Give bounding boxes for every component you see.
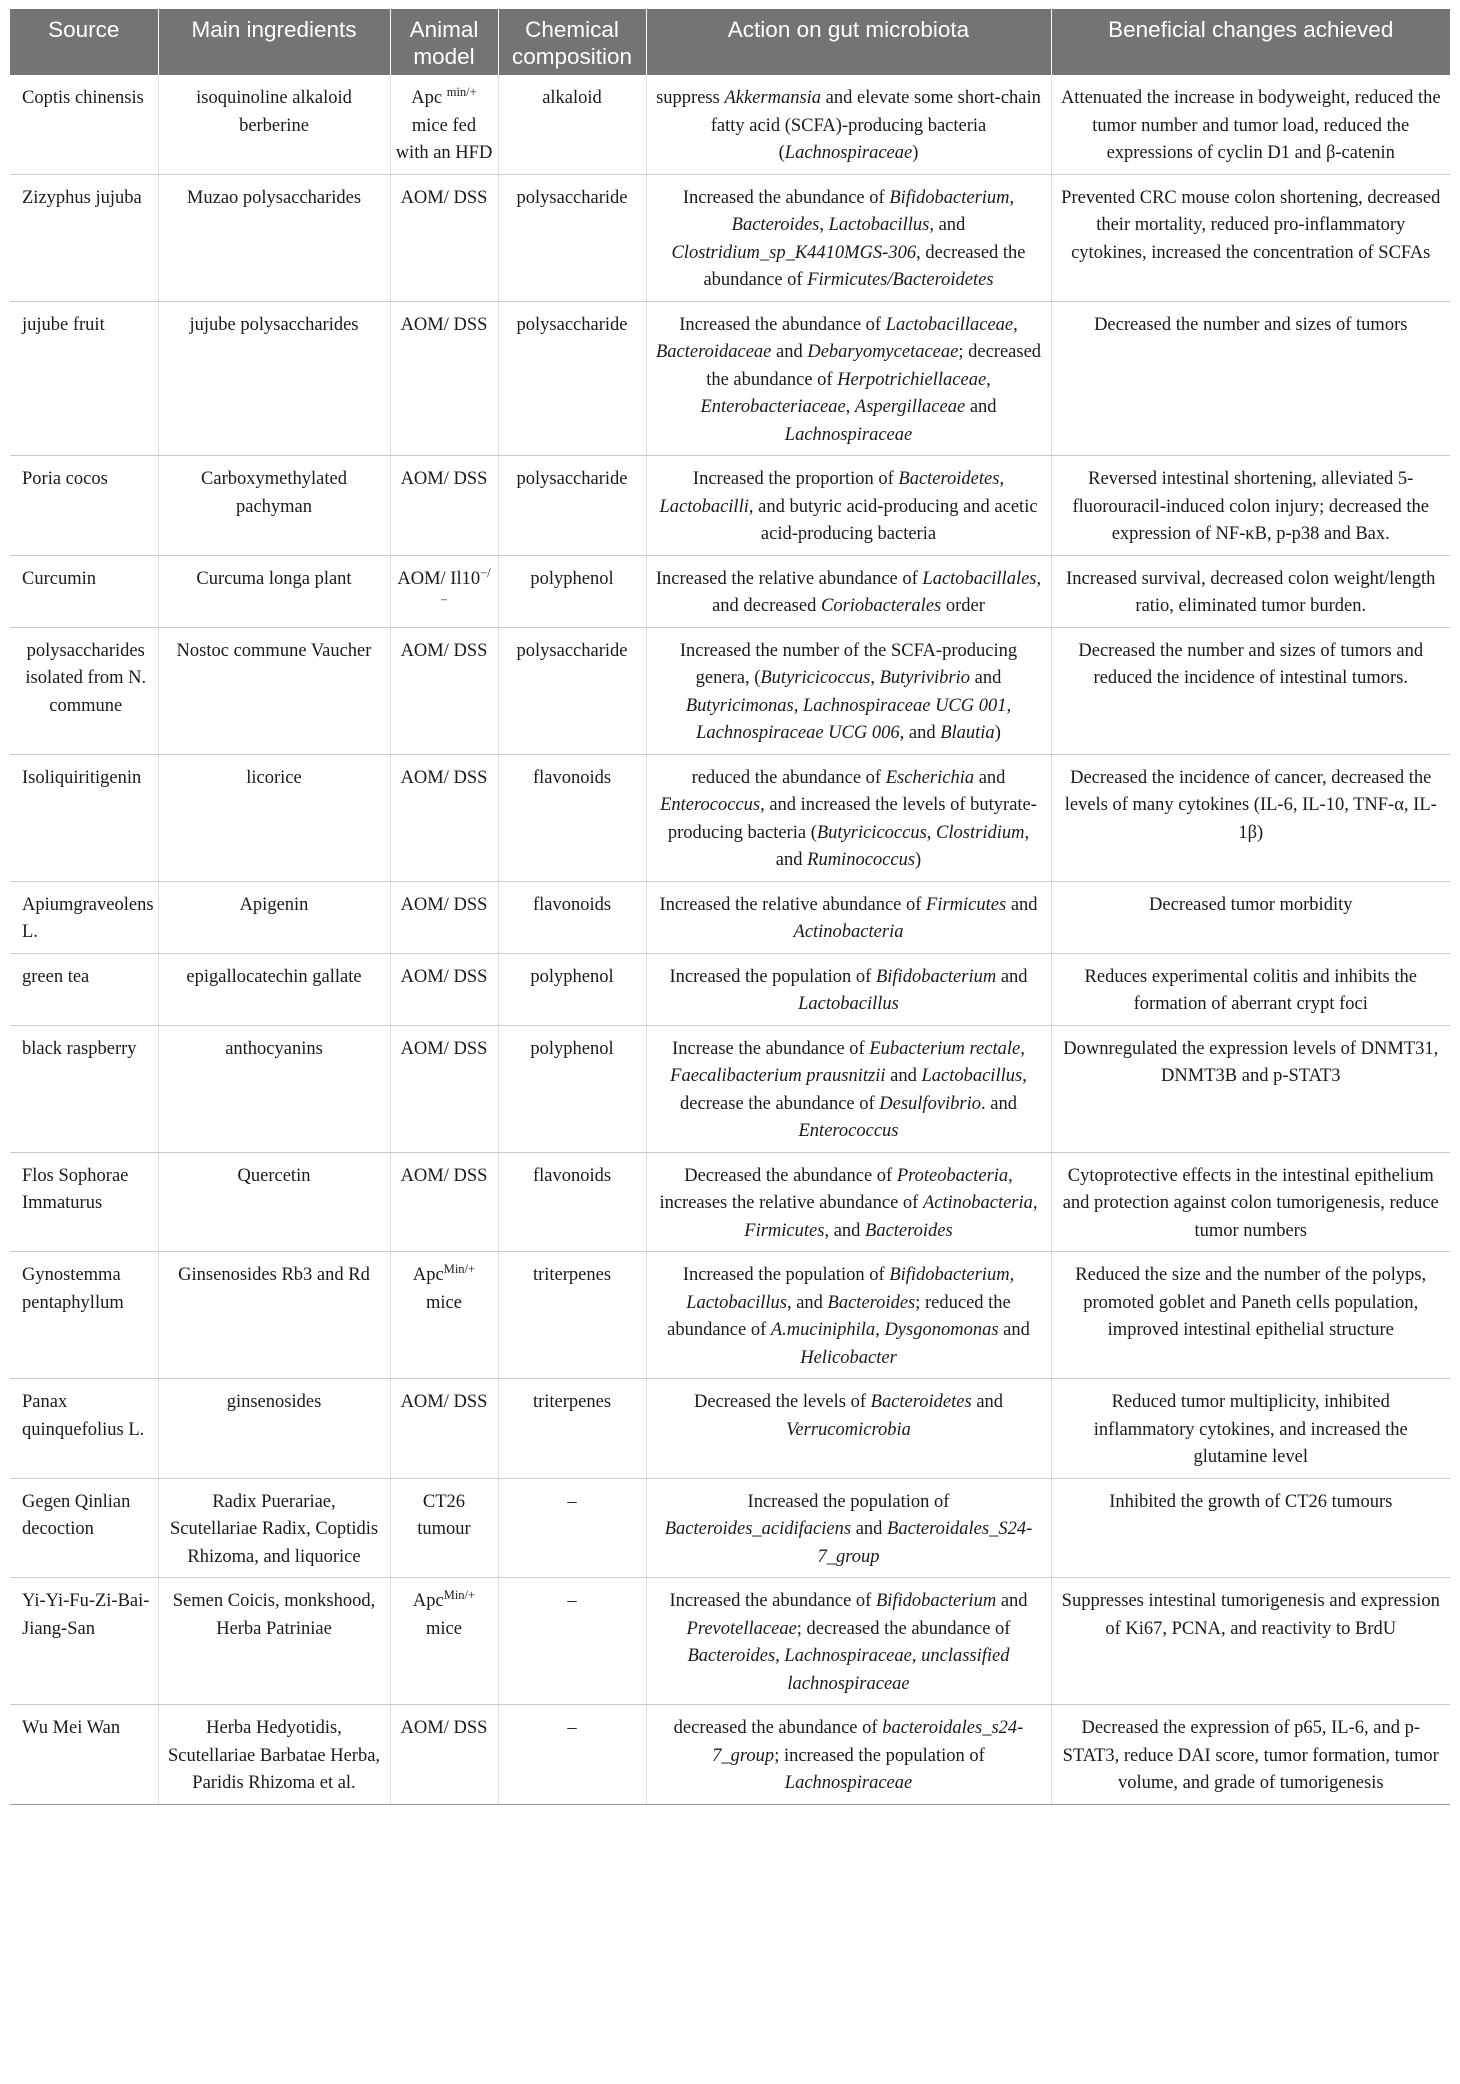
cell-action: Increased the relative abundance of Lactobacillales, and decreased Coriobacterales order	[646, 555, 1051, 627]
cell-model: AOM/ DSS	[390, 881, 498, 953]
microbiota-table	[10, 9, 1450, 1805]
cell-source: Apiumgraveolens L.	[10, 881, 158, 953]
cell-model: AOM/ DSS	[390, 1705, 498, 1805]
cell-ingredients: Nostoc commune Vaucher	[158, 627, 390, 754]
cell-ingredients: Muzao polysaccharides	[158, 174, 390, 301]
cell-model: AOM/ DSS	[390, 174, 498, 301]
cell-action: Increased the abundance of Bifidobacterium, Bacteroides, Lactobacillus, and Clostridium_sp_K4410MGS-306, decreased the abundance of Firmicutes/Bacteroidetes	[646, 174, 1051, 301]
cell-changes: Decreased the number and sizes of tumors and reduced the incidence of intestinal tumors.	[1051, 627, 1450, 754]
cell-composition: –	[498, 1478, 646, 1578]
cell-source: black raspberry	[10, 1025, 158, 1152]
cell-action: Increased the abundance of Bifidobacterium and Prevotellaceae; decreased the abundance of Bacteroides, Lachnospiraceae, unclassified lachnospiraceae	[646, 1578, 1051, 1705]
table-row	[10, 75, 1450, 174]
table-row	[10, 754, 1450, 881]
cell-ingredients: Apigenin	[158, 881, 390, 953]
cell-action: Decreased the abundance of Proteobacteria, increases the relative abundance of Actinobacteria, Firmicutes, and Bacteroides	[646, 1152, 1051, 1252]
cell-action: Increased the number of the SCFA-producing genera, (Butyricicoccus, Butyrivibrio and Butyricimonas, Lachnospiraceae UCG 001, Lachnospiraceae UCG 006, and Blautia)	[646, 627, 1051, 754]
table-row	[10, 627, 1450, 754]
cell-action: Increased the population of Bacteroides_acidifaciens and Bacteroidales_S24-7_group	[646, 1478, 1051, 1578]
table-row	[10, 174, 1450, 301]
cell-model: Apc $^{min/+}$ mice fed with an HFD	[390, 75, 498, 174]
table-row	[10, 555, 1450, 627]
cell-changes: Decreased the number and sizes of tumors	[1051, 301, 1450, 456]
cell-source: Coptis chinensis	[10, 75, 158, 174]
cell-changes: Reduces experimental colitis and inhibits the formation of aberrant crypt foci	[1051, 953, 1450, 1025]
cell-source: Yi-Yi-Fu-Zi-Bai-Jiang-San	[10, 1578, 158, 1705]
cell-ingredients: epigallocatechin gallate	[158, 953, 390, 1025]
cell-changes: Decreased the expression of p65, IL-6, and p-STAT3, reduce DAI score, tumor formation, tumor volume, and grade of tumorigenesis	[1051, 1705, 1450, 1805]
table-row	[10, 1252, 1450, 1379]
cell-action: Increase the abundance of Eubacterium rectale, Faecalibacterium prausnitzii and Lactobacillus, decrease the abundance of Desulfovibrio. and Enterococcus	[646, 1025, 1051, 1152]
cell-source: green tea	[10, 953, 158, 1025]
cell-ingredients: licorice	[158, 754, 390, 881]
cell-changes: Reduced tumor multiplicity, inhibited inflammatory cytokines, and increased the glutamine level	[1051, 1379, 1450, 1479]
cell-action: Increased the proportion of Bacteroidetes, Lactobacilli, and butyric acid-producing and acetic acid-producing bacteria	[646, 456, 1051, 556]
cell-source: Wu Mei Wan	[10, 1705, 158, 1805]
cell-source: Curcumin	[10, 555, 158, 627]
table-row	[10, 1578, 1450, 1705]
cell-model: AOM/ DSS	[390, 1025, 498, 1152]
table-row	[10, 1705, 1450, 1805]
cell-ingredients: anthocyanins	[158, 1025, 390, 1152]
cell-composition: –	[498, 1705, 646, 1805]
cell-ingredients: Radix Puerariae, Scutellariae Radix, Coptidis Rhizoma, and liquorice	[158, 1478, 390, 1578]
header-action-on-gut-microbiota: Action on gut microbiota	[646, 9, 1051, 75]
cell-composition: triterpenes	[498, 1379, 646, 1479]
header-source: Source	[10, 9, 158, 75]
cell-source: Gegen Qinlian decoction	[10, 1478, 158, 1578]
cell-ingredients: Ginsenosides Rb3 and Rd	[158, 1252, 390, 1379]
cell-model: AOM/ DSS	[390, 627, 498, 754]
cell-composition: –	[498, 1578, 646, 1705]
cell-source: Gynostemma pentaphyllum	[10, 1252, 158, 1379]
cell-composition: alkaloid	[498, 75, 646, 174]
cell-changes: Prevented CRC mouse colon shortening, decreased their mortality, reduced pro-inflammatory cytokines, increased the concentration of SCFAs	[1051, 174, 1450, 301]
cell-changes: Decreased tumor morbidity	[1051, 881, 1450, 953]
cell-changes: Suppresses intestinal tumorigenesis and expression of Ki67, PCNA, and reactivity to BrdU	[1051, 1578, 1450, 1705]
cell-action: decreased the abundance of bacteroidales_s24-7_group; increased the population of Lachnospiraceae	[646, 1705, 1051, 1805]
cell-ingredients: Herba Hedyotidis, Scutellariae Barbatae Herba, Paridis Rhizoma et al.	[158, 1705, 390, 1805]
cell-composition: flavonoids	[498, 1152, 646, 1252]
cell-composition: polyphenol	[498, 555, 646, 627]
cell-composition: triterpenes	[498, 1252, 646, 1379]
cell-model: Apc$^{Min/+}$ mice	[390, 1252, 498, 1379]
cell-ingredients: isoquinoline alkaloid berberine	[158, 75, 390, 174]
cell-source: Flos Sophorae Immaturus	[10, 1152, 158, 1252]
cell-model: AOM/ DSS	[390, 953, 498, 1025]
cell-model: AOM/ Il10−/−	[390, 555, 498, 627]
cell-action: Decreased the levels of Bacteroidetes and Verrucomicrobia	[646, 1379, 1051, 1479]
cell-model: AOM/ DSS	[390, 1379, 498, 1479]
cell-changes: Decreased the incidence of cancer, decreased the levels of many cytokines (IL-6, IL-10, TNF-α, IL-1β)	[1051, 754, 1450, 881]
cell-model: CT26 tumour	[390, 1478, 498, 1578]
cell-composition: polysaccharide	[498, 301, 646, 456]
cell-source: Isoliquiritigenin	[10, 754, 158, 881]
cell-model: AOM/ DSS	[390, 754, 498, 881]
cell-model: AOM/ DSS	[390, 301, 498, 456]
table-row	[10, 456, 1450, 556]
cell-composition: polyphenol	[498, 953, 646, 1025]
table-row	[10, 1025, 1450, 1152]
cell-changes: Reduced the size and the number of the polyps, promoted goblet and Paneth cells population, improved intestinal epithelial structure	[1051, 1252, 1450, 1379]
cell-changes: Downregulated the expression levels of DNMT31, DNMT3B and p-STAT3	[1051, 1025, 1450, 1152]
cell-model: Apc$^{Min/+}$ mice	[390, 1578, 498, 1705]
table-row	[10, 881, 1450, 953]
cell-composition: flavonoids	[498, 754, 646, 881]
cell-model: AOM/ DSS	[390, 456, 498, 556]
cell-composition: flavonoids	[498, 881, 646, 953]
cell-source: Zizyphus jujuba	[10, 174, 158, 301]
cell-ingredients: Carboxymethylated pachyman	[158, 456, 390, 556]
cell-source: jujube fruit	[10, 301, 158, 456]
cell-composition: polyphenol	[498, 1025, 646, 1152]
cell-ingredients: Quercetin	[158, 1152, 390, 1252]
cell-composition: polysaccharide	[498, 627, 646, 754]
cell-changes: Reversed intestinal shortening, alleviated 5-fluorouracil-induced colon injury; decreased the expression of NF-κB, p-p38 and Bax.	[1051, 456, 1450, 556]
cell-action: suppress Akkermansia and elevate some short-chain fatty acid (SCFA)-producing bacteria (Lachnospiraceae)	[646, 75, 1051, 174]
table-row	[10, 1379, 1450, 1479]
cell-composition: polysaccharide	[498, 456, 646, 556]
cell-source: Panax quinquefolius L.	[10, 1379, 158, 1479]
cell-changes: Increased survival, decreased colon weight/length ratio, eliminated tumor burden.	[1051, 555, 1450, 627]
cell-ingredients: jujube polysaccharides	[158, 301, 390, 456]
cell-action: Increased the abundance of Lactobacillaceae, Bacteroidaceae and Debaryomycetaceae; decreased the abundance of Herpotrichiellaceae, Enterobacteriaceae, Aspergillaceae and Lachnospiraceae	[646, 301, 1051, 456]
cell-ingredients: ginsenosides	[158, 1379, 390, 1479]
table-row	[10, 1152, 1450, 1252]
header-animal-model: Animal model	[390, 9, 498, 75]
table-row	[10, 301, 1450, 456]
cell-ingredients: Semen Coicis, monkshood, Herba Patriniae	[158, 1578, 390, 1705]
header-beneficial-changes: Beneficial changes achieved	[1051, 9, 1450, 75]
cell-ingredients: Curcuma longa plant	[158, 555, 390, 627]
header-main-ingredients: Main ingredients	[158, 9, 390, 75]
cell-source: Poria cocos	[10, 456, 158, 556]
cell-action: reduced the abundance of Escherichia and Enterococcus, and increased the levels of butyrate-producing bacteria (Butyricicoccus, Clostridium, and Ruminococcus)	[646, 754, 1051, 881]
cell-source: polysaccharides isolated from N. commune	[10, 627, 158, 754]
cell-model: AOM/ DSS	[390, 1152, 498, 1252]
cell-action: Increased the population of Bifidobacterium, Lactobacillus, and Bacteroides; reduced the abundance of A.muciniphila, Dysgonomonas and Helicobacter	[646, 1252, 1051, 1379]
table-row	[10, 1478, 1450, 1578]
cell-changes: Cytoprotective effects in the intestinal epithelium and protection against colon tumorigenesis, reduce tumor numbers	[1051, 1152, 1450, 1252]
cell-composition: polysaccharide	[498, 174, 646, 301]
header-row	[10, 9, 1450, 75]
header-chemical-composition: Chemical composition	[498, 9, 646, 75]
cell-action: Increased the population of Bifidobacterium and Lactobacillus	[646, 953, 1051, 1025]
table-body	[10, 75, 1450, 1804]
cell-changes: Attenuated the increase in bodyweight, reduced the tumor number and tumor load, reduced the expressions of cyclin D1 and β-catenin	[1051, 75, 1450, 174]
cell-changes: Inhibited the growth of CT26 tumours	[1051, 1478, 1450, 1578]
cell-action: Increased the relative abundance of Firmicutes and Actinobacteria	[646, 881, 1051, 953]
table-row	[10, 953, 1450, 1025]
